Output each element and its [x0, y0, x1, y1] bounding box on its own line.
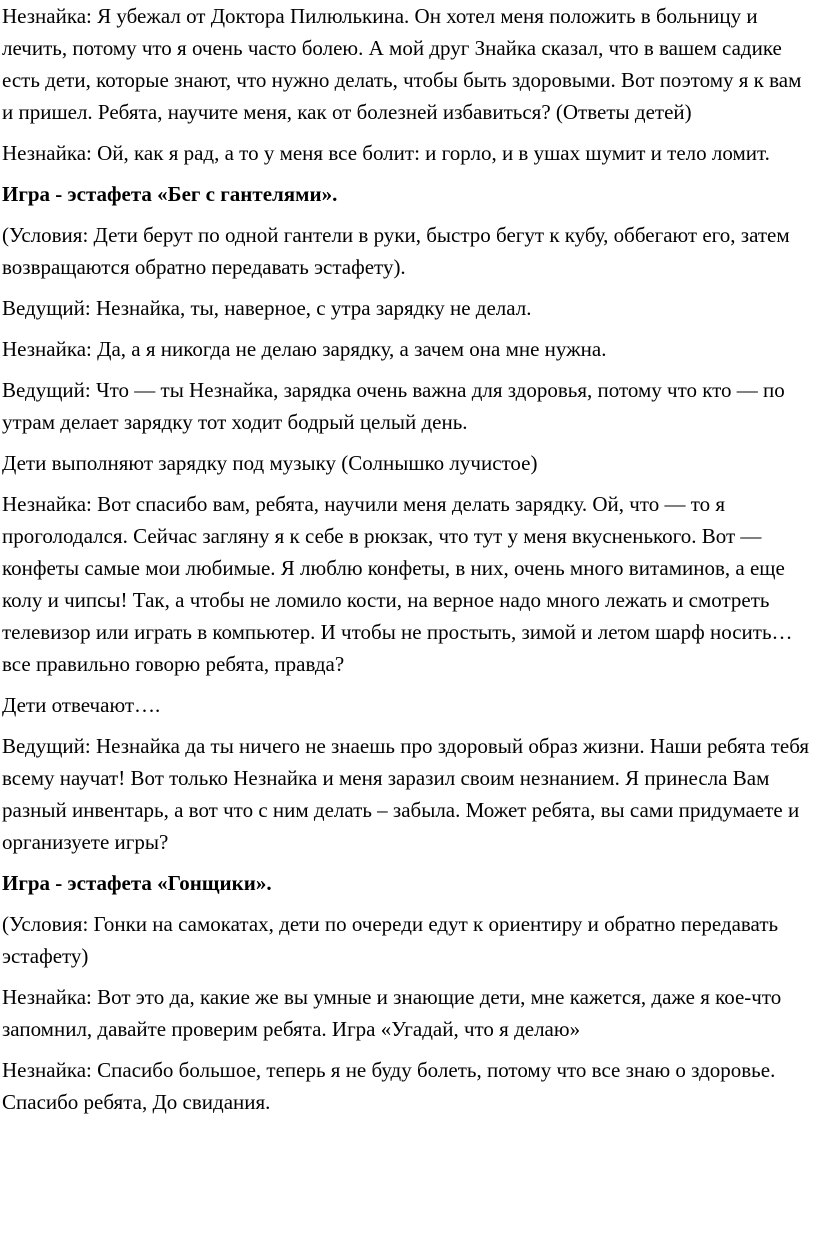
paragraph-neznaika-pain: Незнайка: Ой, как я рад, а то у меня все болит: и горло, и в ушах шумит и тело ломит.: [2, 141, 770, 165]
paragraph-neznaika-snacks: Незнайка: Вот спасибо вам, ребята, научили меня делать зарядку. Ой, что — то я проголодался. Сейчас загляну я к себе в рюкзак, что тут у меня вкусненького. Вот — конфеты самые мои любимые. Я люблю конфеты, в них, очень много витаминов, а еще колу и чипсы! Так, а чтобы не ломило кости, на верное надо много лежать и смотреть телевизор или играть в компьютер. И чтобы не простыть, зимой и летом шарф носить… все правильно говорю ребята, правда?: [2, 492, 793, 676]
paragraph-conditions-dumbbells: (Условия: Дети берут по одной гантели в руки, быстро бегут к кубу, оббегают его, затем возвращаются обратно передавать эстафету).: [2, 223, 790, 279]
paragraph-neznaika-guess-game: Незнайка: Вот это да, какие же вы умные и знающие дети, мне кажется, даже я кое-что запомнил, давайте проверим ребята. Игра «Угадай, что я делаю»: [2, 985, 782, 1041]
paragraph-host-exercise: Ведущий: Незнайка, ты, наверное, с утра зарядку не делал.: [2, 296, 532, 320]
heading-game-dumbbells: Игра - эстафета «Бег с гантелями».: [2, 182, 338, 206]
paragraph-neznaika-no-exercise: Незнайка: Да, а я никогда не делаю зарядку, а зачем она мне нужна.: [2, 337, 607, 361]
paragraph-conditions-racers: (Условия: Гонки на самокатах, дети по очереди едут к ориентиру и обратно передавать эстафету): [2, 912, 779, 968]
paragraph-children-answer: Дети отвечают….: [2, 693, 161, 717]
paragraph-neznaika-goodbye: Незнайка: Спасибо большое, теперь я не буду болеть, потому что все знаю о здоровье. Спасибо ребята, До свидания.: [2, 1058, 776, 1114]
heading-game-racers: Игра - эстафета «Гонщики».: [2, 871, 272, 895]
paragraph-host-healthy-lifestyle: Ведущий: Незнайка да ты ничего не знаешь про здоровый образ жизни. Наши ребята тебя всему научат! Вот только Незнайка и меня заразил своим незнанием. Я принесла Вам разный инвентарь, а вот что с ним делать – забыла. Может ребята, вы сами придумаете и организуете игры?: [2, 734, 810, 854]
paragraph-children-exercise: Дети выполняют зарядку под музыку (Солнышко лучистое): [2, 451, 538, 475]
paragraph-neznaika-intro: Незнайка: Я убежал от Доктора Пилюлькина. Он хотел меня положить в больницу и лечить, потому что я очень часто болею. А мой друг Знайка сказал, что в вашем садике есть дети, которые знают, что нужно делать, чтобы быть здоровыми. Вот поэтому я к вам и пришел. Ребята, научите меня, как от болезней избавиться? (Ответы детей): [2, 4, 802, 124]
paragraph-host-exercise-important: Ведущий: Что — ты Незнайка, зарядка очень важна для здоровья, потому что кто — по утрам делает зарядку тот ходит бодрый целый день.: [2, 378, 785, 434]
